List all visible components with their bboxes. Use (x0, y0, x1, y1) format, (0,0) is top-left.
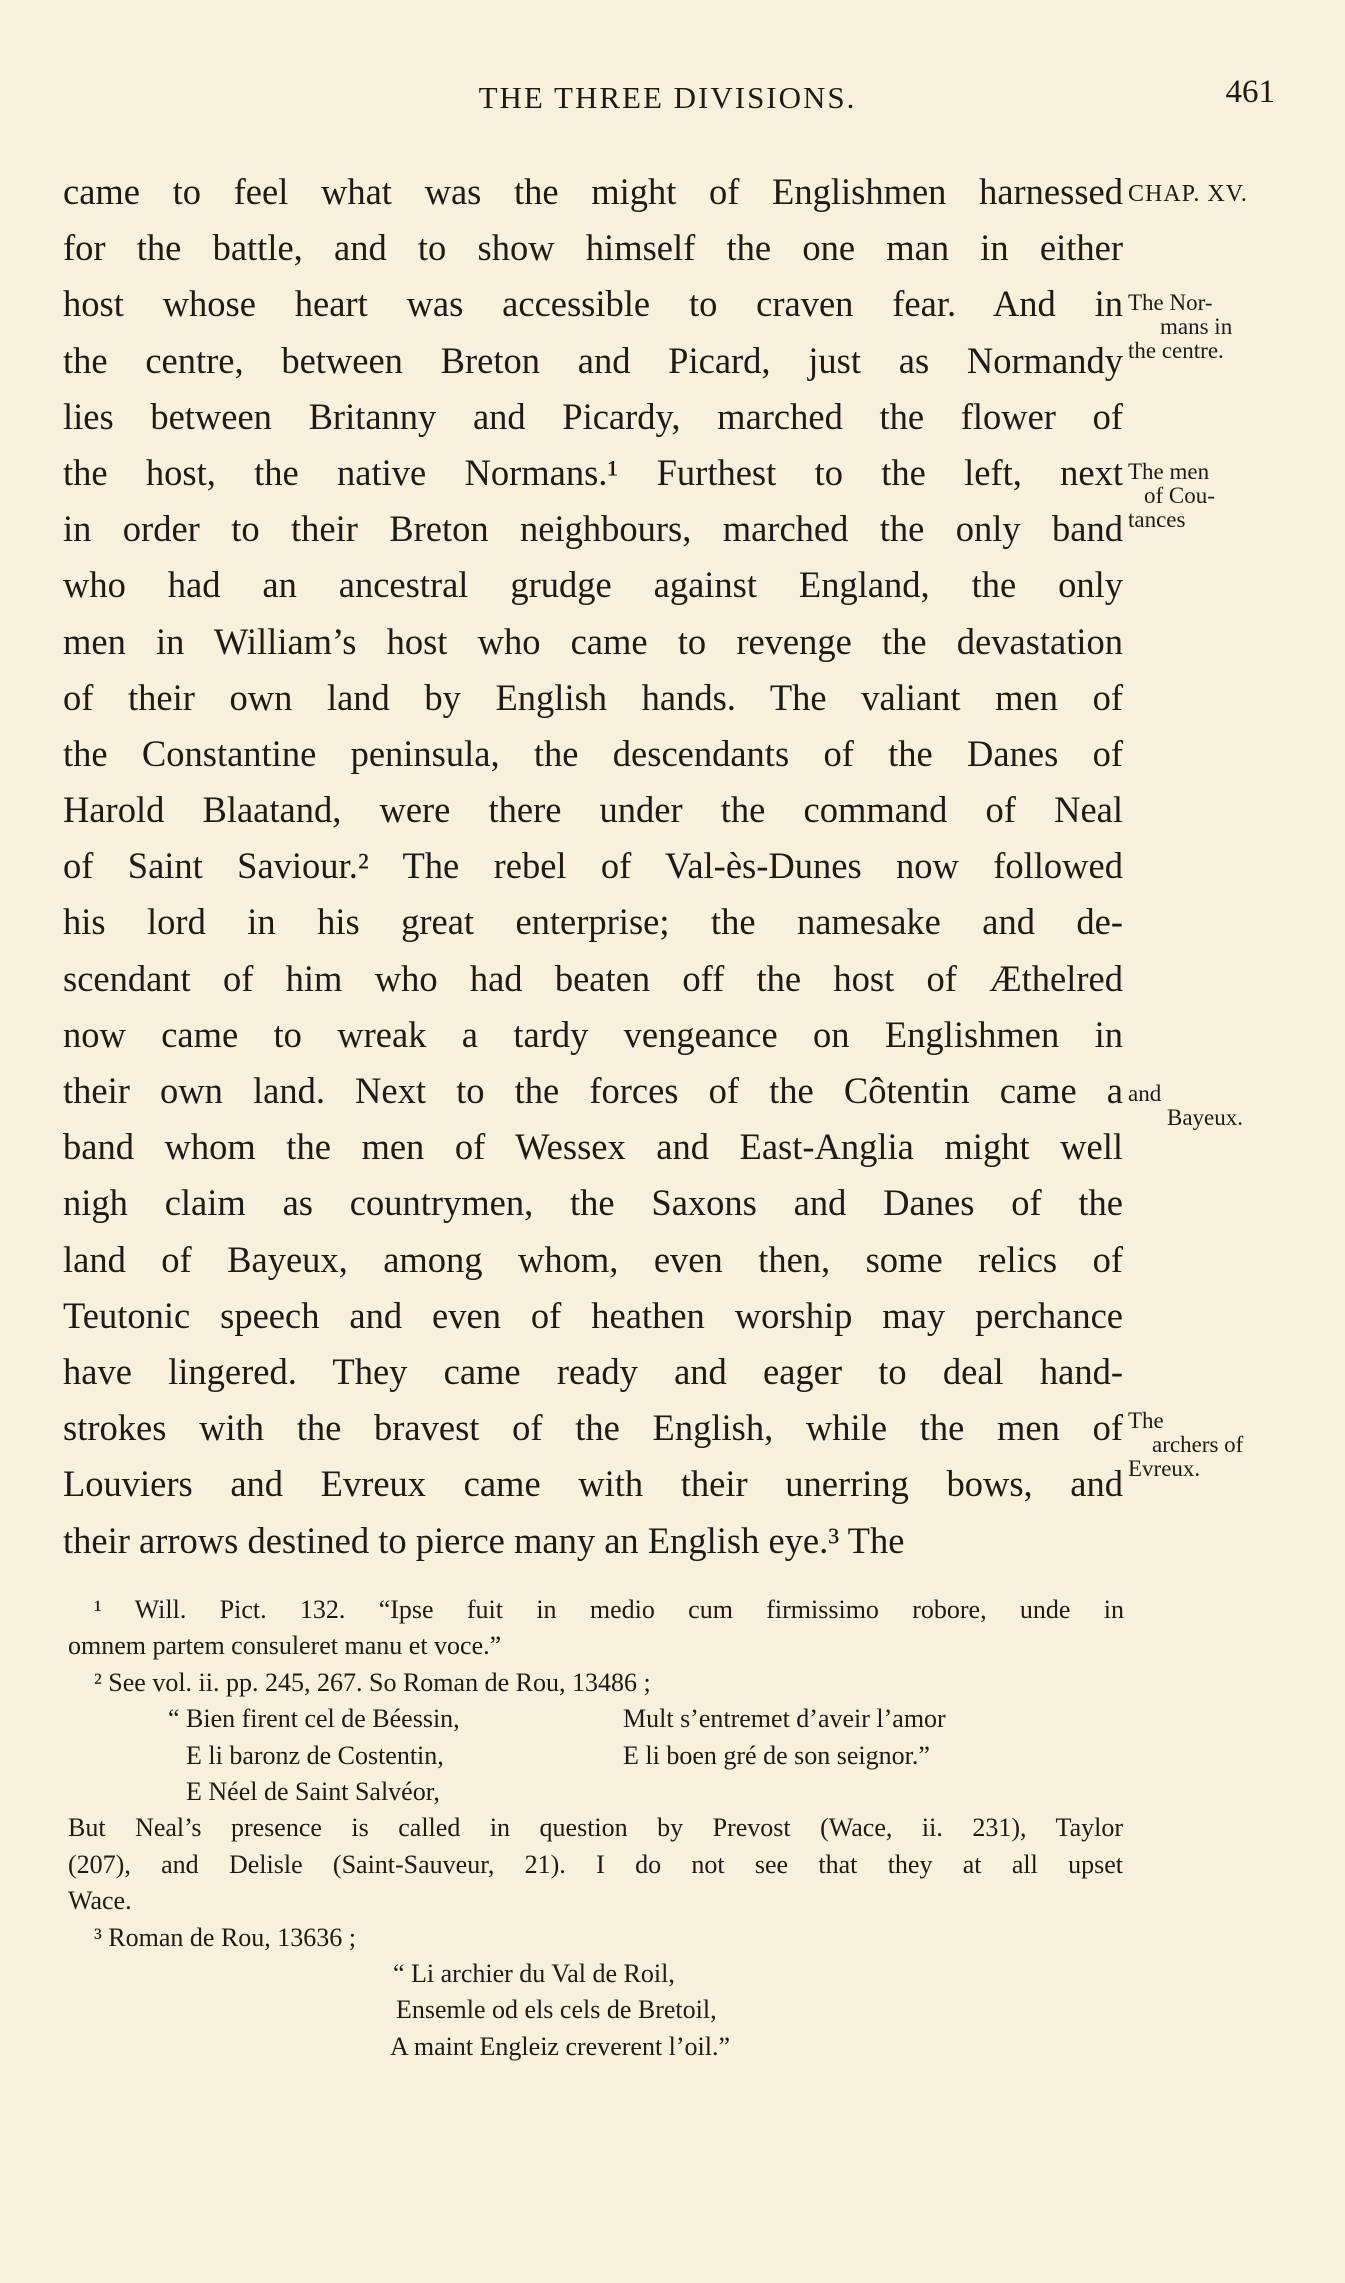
body-line: the centre, between Breton and Picard, just as Normandy (63, 339, 1123, 381)
running-head: THE THREE DIVISIONS. (478, 80, 857, 115)
margin-note-coutances: The men of Cou- tances (1128, 459, 1215, 532)
footnote-line: omnem partem consuleret manu et voce.” (68, 1631, 502, 1661)
body-line: their own land. Next to the forces of the Côtentin came a (63, 1070, 1123, 1111)
footnote-line: Wace. (68, 1886, 132, 1916)
footnote-line: ¹ Will. Pict. 132. “Ipse fuit in medio cum firmissimo robore, unde in (94, 1595, 1124, 1624)
body-line: of their own land by English hands. The valiant men of (63, 676, 1123, 718)
footnote-poem-line: “ Li archier du Val de Roil, (393, 1958, 675, 1988)
margin-note-normans-centre: The Nor- mans in the centre. (1128, 290, 1233, 363)
body-line: his lord in his great enterprise; the namesake and de- (63, 901, 1123, 943)
body-line: men in William’s host who came to revenge the devastation (63, 620, 1123, 662)
footnote-line: (207), and Delisle (Saint-Sauveur, 21). I do not see that they at all upset (68, 1849, 1123, 1879)
body-line: in order to their Breton neighbours, marched the only band (63, 508, 1123, 550)
page-header (60, 74, 1275, 130)
body-line: now came to wreak a tardy vengeance on Englishmen in (63, 1013, 1123, 1055)
body-text (63, 164, 1123, 1569)
body-line: nigh claim as countrymen, the Saxons and Danes of the (63, 1182, 1123, 1224)
page-number: 461 (1225, 74, 1275, 110)
margin-note-evreux: The archers of Evreux. (1128, 1408, 1244, 1481)
footnote-line: But Neal’s presence is called in question by Prevost (Wace, ii. 231), Taylor (68, 1813, 1123, 1843)
body-line: land of Bayeux, among whom, even then, some relics of (63, 1238, 1123, 1280)
body-line: their arrows destined to pierce many an English eye.³ The (63, 1519, 905, 1561)
footnote-poem-row: E Néel de Saint Salvéor, (186, 1776, 440, 1806)
body-line: strokes with the bravest of the English, while the men of (63, 1407, 1123, 1449)
footnote-poem-line: Ensemle od els cels de Bretoil, (396, 1995, 717, 2025)
footnote-poem-line: A maint Engleiz creverent l’oil.” (390, 2031, 731, 2061)
body-line: lies between Britanny and Picardy, marched the flower of (63, 395, 1123, 437)
footnote-poem-row: “ Bien firent cel de Béessin, Mult s’entremet d’aveir l’amor (168, 1704, 946, 1734)
body-line: for the battle, and to show himself the one man in either (63, 227, 1123, 269)
body-line: Louviers and Evreux came with their unerring bows, and (63, 1463, 1123, 1505)
body-line: Teutonic speech and even of heathen worship may perchance (63, 1294, 1123, 1336)
body-line: the Constantine peninsula, the descendants of the Danes of (63, 732, 1123, 774)
footnotes (68, 1592, 1128, 2065)
footnote-line: ² See vol. ii. pp. 245, 267. So Roman de Rou, 13486 ; (94, 1667, 651, 1697)
margin-note-bayeux: and Bayeux. (1128, 1081, 1244, 1130)
body-line: came to feel what was the might of Englishmen harnessed (63, 171, 1123, 212)
body-line: band whom the men of Wessex and East-Anglia might well (63, 1126, 1123, 1168)
footnote-poem-row: E li baronz de Costentin, E li boen gré de son seignor.” (186, 1740, 930, 1770)
body-line: scendant of him who had beaten off the host of Æthelred (63, 957, 1123, 999)
margin-note-chapter: CHAP. XV. (1128, 181, 1248, 207)
footnote-line: ³ Roman de Rou, 13636 ; (94, 1922, 357, 1952)
body-line: have lingered. They came ready and eager to deal hand- (63, 1350, 1123, 1392)
body-line: host whose heart was accessible to craven fear. And in (63, 283, 1123, 325)
body-line: who had an ancestral grudge against England, the only (63, 564, 1123, 606)
body-line: Harold Blaatand, were there under the command of Neal (63, 789, 1123, 831)
body-line: of Saint Saviour.² The rebel of Val-ès-Dunes now followed (63, 845, 1123, 887)
body-line: the host, the native Normans.¹ Furthest to the left, next (63, 451, 1123, 493)
